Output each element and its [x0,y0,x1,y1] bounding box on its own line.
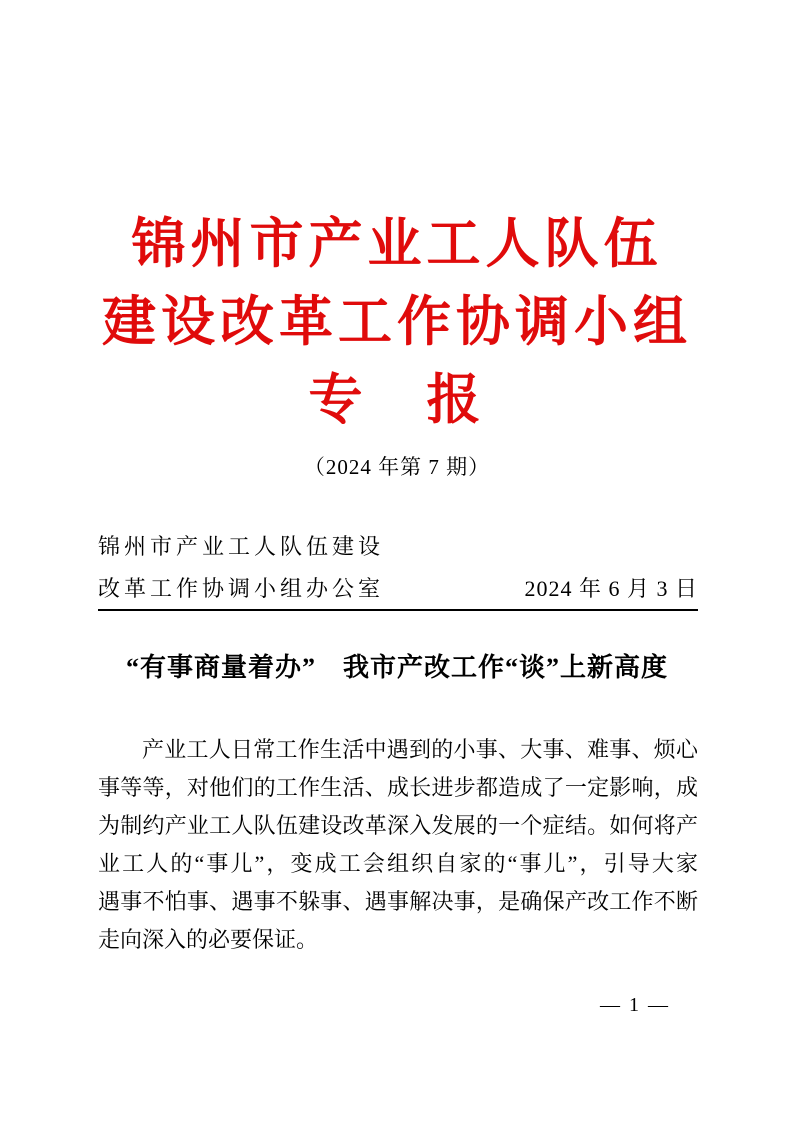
article-headline: “有事商量着办” 我市产改工作“谈”上新高度 [125,653,668,682]
sender-org-date-row [98,569,698,611]
sender-org-line1: 锦州市产业工人队伍建设 [98,534,385,559]
issue-date: 2024 年 6 月 3 日 [524,576,698,601]
body-line-3: 为制约产业工人队伍建设改革深入发展的一个症结。如何将产 [98,813,698,838]
body-line-1: 产业工人日常工作生活中遇到的小事、大事、难事、烦心 [142,737,698,762]
body-line-2: 事等等，对他们的工作生活、成长进步都造成了一定影响，成 [98,775,698,800]
title-line-2: 建设改革工作协调小组 [102,292,692,352]
article-body-paragraph [98,731,698,959]
sender-org-line2: 改革工作协调小组办公室 [98,576,385,601]
body-line-6: 走向深入的必要保证。 [98,927,319,952]
body-line-5: 遇事不怕事、遇事不躲事、遇事解决事，是确保产改工作不断 [98,889,698,914]
body-line-4: 业工人的“事儿”，变成工会组织自家的“事儿”，引导大家 [98,851,698,876]
sender-block [98,524,698,611]
document-masthead-title [0,205,794,439]
title-line-1: 锦州市产业工人队伍 [131,214,663,274]
issue-number: （2024 年第 7 期） [303,455,491,479]
title-line-3: 专 报 [308,370,486,430]
page-number: — 1 — [600,994,670,1016]
